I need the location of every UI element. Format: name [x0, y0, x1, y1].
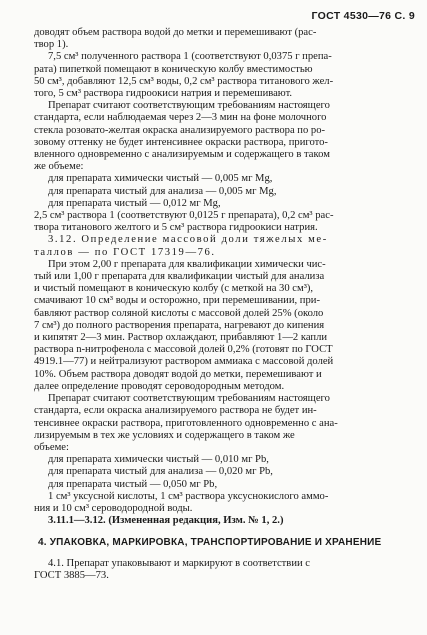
text-line: ния и 10 см³ сероводородной воды. — [34, 502, 193, 514]
text-line: же объеме: — [34, 161, 84, 173]
text-line: бавляют раствор соляной кислоты с массовой долей 25% (около — [34, 307, 324, 319]
text-line: При этом 2,00 г препарата для квалификации химически чис- — [48, 258, 326, 270]
text-line: и кипятят 2—3 мин. Раствор охлаждают, прибавляют 1—2 капли — [34, 332, 328, 344]
list-item: для препарата чистый — 0,050 мг Pb, — [48, 478, 218, 490]
text-line: смачивают 10 см³ воды и осторожно, при перемешивании, при- — [34, 295, 320, 307]
text-line: твор 1). — [34, 39, 69, 51]
amendment-note: 3.11.1—3.12. (Измененная редакция, Изм. № 1, 2.) — [48, 515, 284, 527]
text-line: стекла розовато-желтая окраска анализируемого раствора по ро- — [34, 124, 326, 136]
text-line: стандарта, если окраска анализируемого раствора не будет ин- — [34, 405, 317, 417]
text-line: далее определение проводят сероводородным методом. — [34, 380, 285, 392]
text-line: 7,5 см³ полученного раствора 1 (соответствуют 0,0375 г препа- — [48, 51, 332, 63]
text-line: стандарта, если наблюдаемая через 2—3 мин на фоне молочного — [34, 112, 327, 124]
text-line: того, 5 см³ раствора гидроокиси натрия и перемешивают. — [34, 88, 293, 100]
text-line: 7 см³) до полного растворения препарата, нагревают до кипения — [34, 319, 325, 331]
document-body — [34, 27, 414, 582]
text-line: рата) пипеткой помещают в коническую колбу вместимостью — [34, 63, 313, 75]
text-line: зовому оттенку не будет интенсивнее окраски раствора, пригото- — [34, 136, 328, 148]
section-heading: таллов — по ГОСТ 17319—76. — [34, 246, 216, 258]
section-heading: 3.12. Определение массовой доли тяжелых ме- — [48, 234, 328, 246]
text-line: доводят объем раствора водой до метки и перемешивают (рас- — [34, 27, 317, 38]
chapter-heading: 4. УПАКОВКА, МАРКИРОВКА, ТРАНСПОРТИРОВАНИЕ И ХРАНЕНИЕ — [38, 537, 382, 549]
text-line: 4919.1—77) и нейтрализуют раствором аммиака с массовой долей — [34, 356, 334, 368]
text-line: объеме: — [34, 441, 69, 453]
text-line: лизируемым в тех же условиях и содержащего в таком же — [34, 429, 295, 441]
list-item: для препарата чистый для анализа — 0,005 мг Mg, — [48, 185, 277, 197]
text-line: Препарат считают соответствующим требованиям настоящего — [48, 393, 330, 405]
text-line: раствора n-нитрофенола с массовой долей 0,2% (готовят по ГОСТ — [34, 344, 333, 356]
text-line: 50 см³, добавляют 12,5 см³ воды, 0,2 см³ раствора титанового жел- — [34, 75, 334, 87]
text-line: 4.1. Препарат упаковывают и маркируют в соответствии с — [48, 557, 311, 569]
text-line: тый или 1,00 г препарата для квалификации чистый для анализа — [34, 271, 325, 283]
text-line: тенсивнее окраски раствора, приготовленного одновременно с ана- — [34, 417, 338, 429]
list-item: для препарата химически чистый — 0,005 мг Mg, — [48, 173, 273, 185]
list-item: для препарата химически чистый — 0,010 мг Pb, — [48, 454, 269, 466]
text-line: ГОСТ 3885—73. — [34, 569, 109, 581]
text-line: твора титанового желтого и 5 см³ раствора гидроокиси натрия. — [34, 222, 318, 234]
text-line: 10%. Объем раствора доводят водой до метки, перемешивают и — [34, 368, 322, 380]
text-line: и чистый помещают в коническую колбу (с меткой на 30 см³), — [34, 283, 314, 295]
text-line: 1 см³ уксусной кислоты, 1 см³ раствора уксуснокислого аммо- — [48, 490, 329, 502]
text-line: Препарат считают соответствующим требованиям настоящего — [48, 100, 330, 112]
page-header: ГОСТ 4530—76 С. 9 — [311, 10, 415, 22]
list-item: для препарата чистый — 0,012 мг Mg, — [48, 197, 221, 209]
text-line: 2,5 см³ раствора 1 (соответствуют 0,0125 г препарата), 0,2 см³ рас- — [34, 210, 334, 222]
text-line: вленного одновременно с анализируемым и содержащего в таком — [34, 149, 330, 161]
list-item: для препарата чистый для анализа — 0,020 мг Pb, — [48, 466, 273, 478]
